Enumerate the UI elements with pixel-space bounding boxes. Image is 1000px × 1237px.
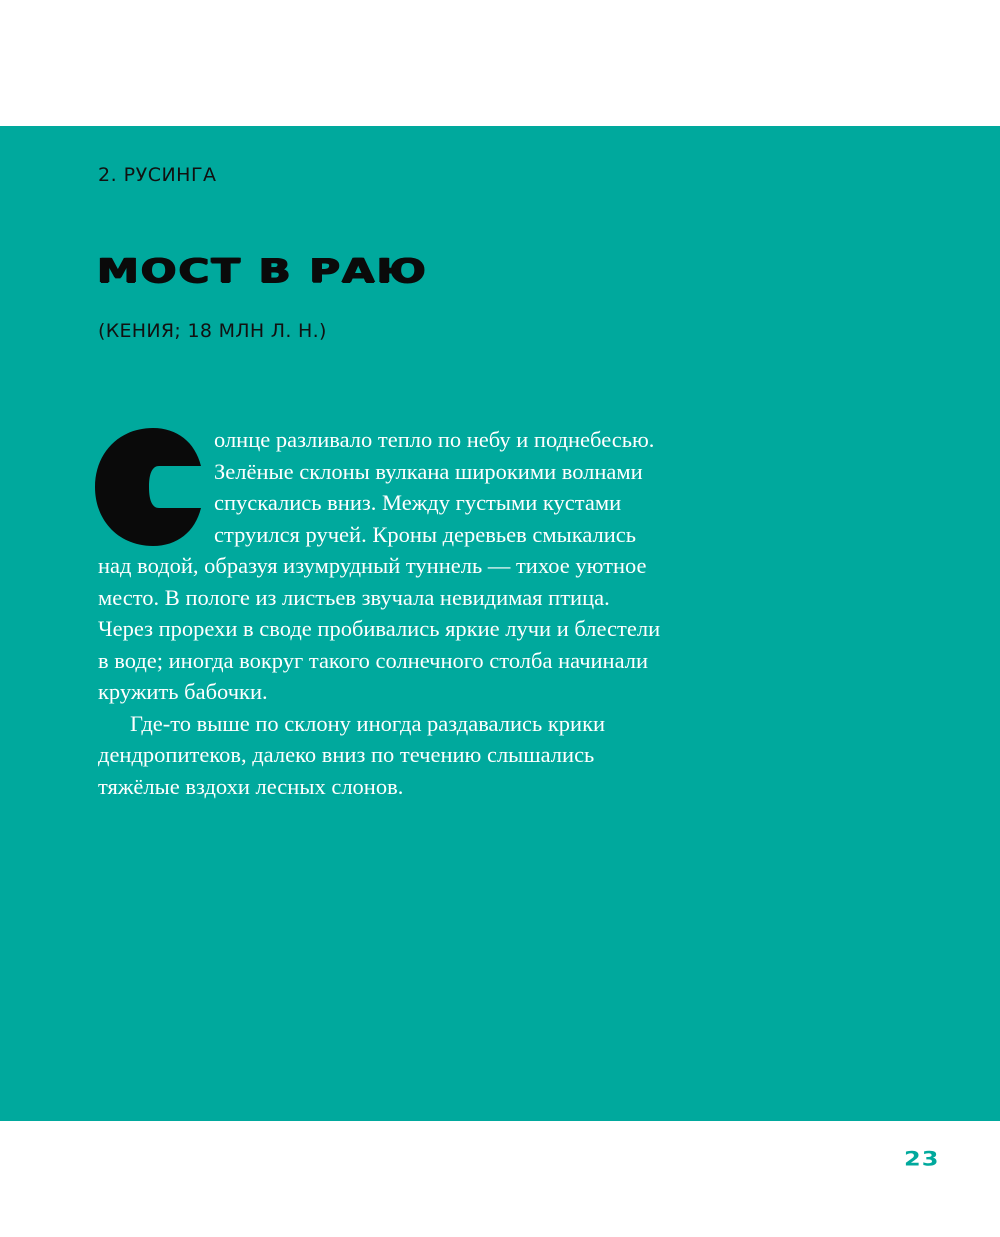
page-number: 23: [904, 1148, 940, 1171]
chapter-label: 2. РУСИНГА: [98, 164, 217, 186]
text-line: над водой, образуя изумрудный туннель — тихое уютное: [98, 553, 647, 578]
text-line: Зелёные склоны вулкана широкими волнами: [214, 458, 643, 484]
page-title: МОСТ В РАЮ: [97, 251, 428, 290]
text-line: дендропитеков, далеко вниз по течению слышались: [98, 742, 595, 767]
text-line: олнце разливало тепло по небу и поднебесью.: [214, 427, 655, 452]
text-line: струился ручей. Кроны деревьев смыкались: [214, 521, 637, 547]
text-line: Где-то выше по склону иногда раздавались крики: [130, 710, 606, 736]
text-line: в воде; иногда вокруг такого солнечного столба начинали: [98, 647, 649, 673]
text-line: тяжёлые вздохи лесных слонов.: [98, 773, 404, 799]
body-text: [98, 424, 778, 802]
text-line: кружить бабочки.: [98, 679, 268, 704]
text-line: спускались вниз. Между густыми кустами: [214, 490, 622, 515]
text-line: место. В пологе из листьев звучала невидимая птица.: [98, 584, 610, 610]
text-line: Через прорехи в своде пробивались яркие лучи и блестели: [98, 616, 661, 641]
page-subtitle: (КЕНИЯ; 18 МЛН Л. Н.): [98, 320, 327, 342]
